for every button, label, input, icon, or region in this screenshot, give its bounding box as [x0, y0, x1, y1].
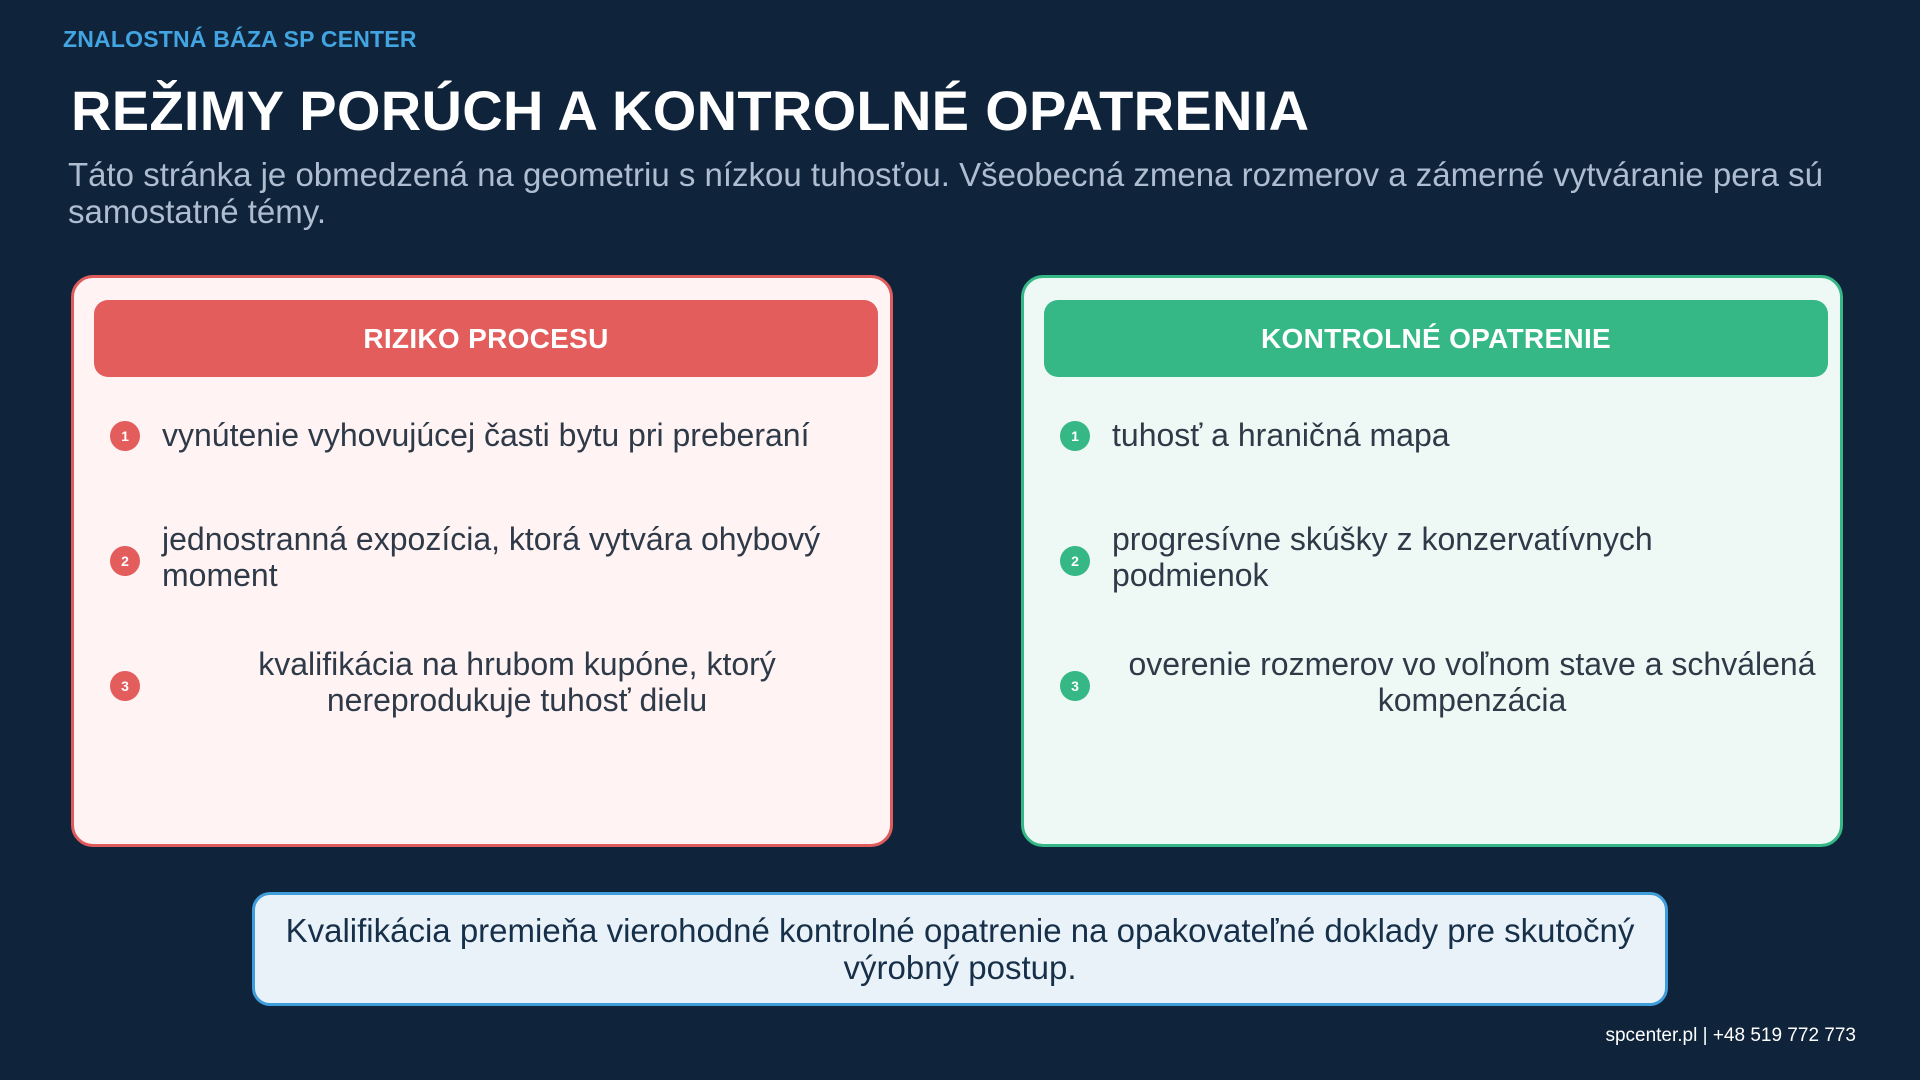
risk-panel: [71, 275, 893, 847]
control-item-3: [1024, 643, 1840, 733]
control-item-text: progresívne skúšky z konzervatívnych podmienok: [1112, 521, 1653, 593]
number-badge: 2: [110, 546, 140, 576]
risk-item-1: [74, 390, 890, 480]
control-item-2: [1024, 518, 1840, 608]
control-item-text: overenie rozmerov vo voľnom stave a schválená kompenzácia: [1128, 646, 1816, 718]
control-panel-header: KONTROLNÉ OPATRENIE: [1044, 300, 1828, 377]
control-item-text: tuhosť a hraničná mapa: [1112, 417, 1450, 453]
number-badge: 2: [1060, 546, 1090, 576]
control-panel: [1021, 275, 1843, 847]
page-subtitle: Táto stránka je obmedzená na geometriu s nízkou tuhosťou. Všeobecná zmena rozmerov a zámerné vytváranie pera sú samostatné témy.: [68, 156, 1823, 230]
number-badge: 1: [110, 421, 140, 451]
contact-info: spcenter.pl | +48 519 772 773: [1605, 1025, 1856, 1046]
risk-item-text: jednostranná expozícia, ktorá vytvára ohybový moment: [162, 521, 821, 593]
risk-item-text: kvalifikácia na hrubom kupóne, ktorý nereprodukuje tuhosť dielu: [258, 646, 776, 718]
number-badge: 3: [110, 671, 140, 701]
number-badge: 1: [1060, 421, 1090, 451]
page-title: REŽIMY PORÚCH A KONTROLNÉ OPATRENIA: [71, 79, 1310, 142]
number-badge: 3: [1060, 671, 1090, 701]
risk-panel-header: RIZIKO PROCESU: [94, 300, 878, 377]
risk-item-3: [74, 643, 890, 733]
brand-label: ZNALOSTNÁ BÁZA SP CENTER: [63, 26, 417, 52]
risk-item-text: vynútenie vyhovujúcej časti bytu pri preberaní: [162, 417, 810, 453]
control-item-1: [1024, 390, 1840, 480]
summary-callout: Kvalifikácia premieňa vierohodné kontrolné opatrenie na opakovateľné doklady pre skutočný výrobný postup.: [252, 892, 1668, 1006]
risk-item-2: [74, 518, 890, 608]
